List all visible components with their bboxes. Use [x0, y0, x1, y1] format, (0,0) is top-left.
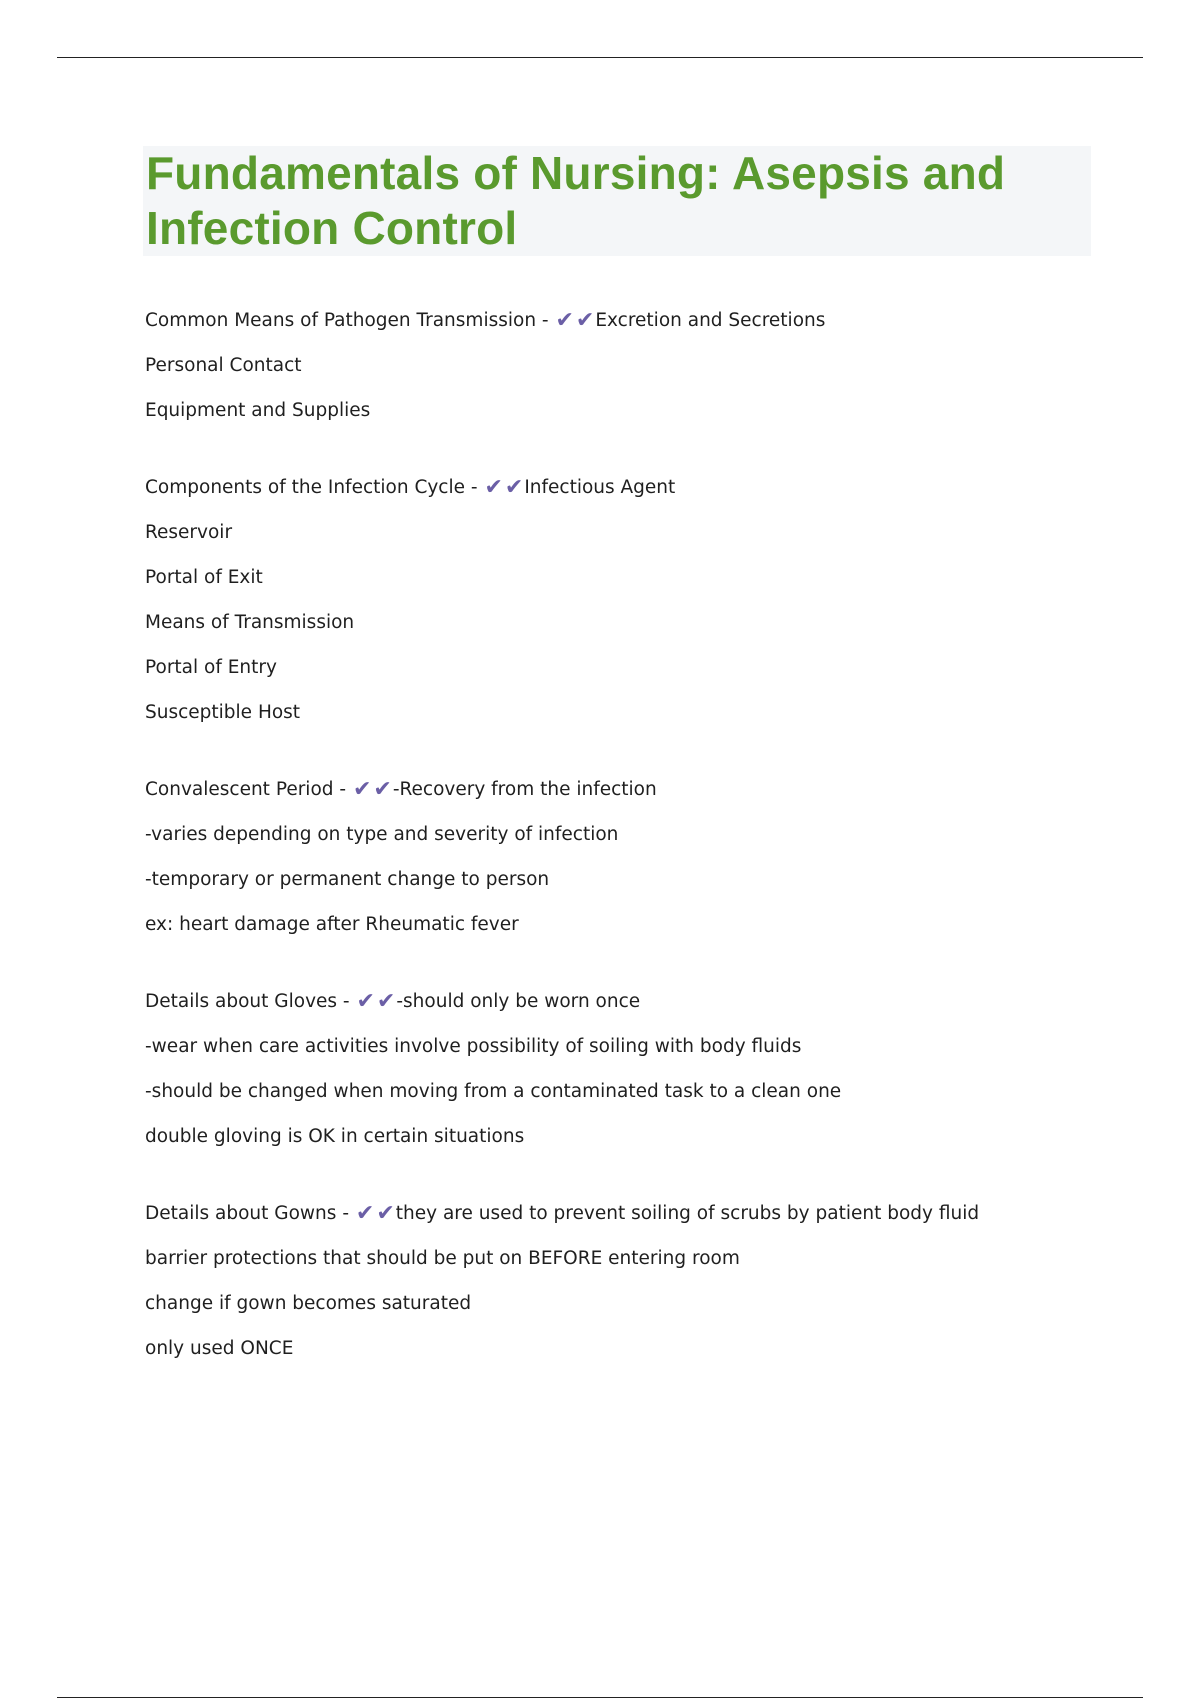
- definition-line: -varies depending on type and severity of infection: [145, 824, 619, 845]
- definition-first-line: Infectious Agent: [524, 477, 676, 498]
- term: Details about Gowns: [145, 1203, 337, 1224]
- document-title: Fundamentals of Nursing: Asepsis and Infection Control: [146, 147, 1006, 254]
- definition-first-line: -should only be worn once: [396, 991, 641, 1012]
- check-icon: ✔: [484, 475, 503, 500]
- definition-line: double gloving is OK in certain situations: [145, 1126, 525, 1147]
- check-icon: ✔: [575, 308, 595, 333]
- definition-line: Portal of Exit: [145, 567, 263, 588]
- term-line: [145, 465, 1085, 510]
- term: Details about Gloves: [145, 991, 338, 1012]
- definition-first-line: they are used to prevent soiling of scrubs by patient body fluid: [395, 1203, 980, 1224]
- top-rule: [57, 57, 1143, 58]
- definition-line: Means of Transmission: [145, 612, 355, 633]
- term-line: [145, 979, 1085, 1024]
- term-line: [145, 298, 1085, 343]
- separator: -: [333, 779, 352, 800]
- separator: -: [536, 310, 555, 331]
- definition-line: ex: heart damage after Rheumatic fever: [145, 914, 519, 935]
- flashcard: [145, 1191, 1085, 1371]
- term-line: [145, 1191, 1085, 1236]
- check-icon: ✔: [356, 989, 375, 1014]
- definition-line: only used ONCE: [145, 1338, 294, 1359]
- separator: -: [465, 477, 484, 498]
- check-icon: ✔: [376, 1201, 395, 1226]
- term: Components of the Infection Cycle: [145, 477, 466, 498]
- flashcard: [145, 298, 1085, 433]
- definition-line: Equipment and Supplies: [145, 400, 371, 421]
- separator: -: [337, 991, 356, 1012]
- definition-line: barrier protections that should be put on BEFORE entering room: [145, 1248, 740, 1269]
- term: Common Means of Pathogen Transmission: [145, 310, 537, 331]
- definition-line: Reservoir: [145, 522, 233, 543]
- definition-line: Susceptible Host: [145, 702, 301, 723]
- term-line: [145, 767, 1085, 812]
- title-banner: [143, 146, 1091, 256]
- definition-line: -should be changed when moving from a contaminated task to a clean one: [145, 1081, 842, 1102]
- check-icon: ✔: [373, 777, 392, 802]
- check-icon: ✔: [352, 777, 372, 802]
- definition-line: Portal of Entry: [145, 657, 277, 678]
- separator: -: [336, 1203, 355, 1224]
- definition-line: Personal Contact: [145, 355, 302, 376]
- check-icon: ✔: [376, 989, 396, 1014]
- definition-line: -wear when care activities involve possibility of soiling with body fluids: [145, 1036, 802, 1057]
- definition-line: -temporary or permanent change to person: [145, 869, 550, 890]
- flashcard-list: [145, 298, 1085, 1403]
- bottom-rule: [57, 1697, 1143, 1698]
- check-icon: ✔: [355, 1201, 375, 1226]
- definition-first-line: Excretion and Secretions: [595, 310, 826, 331]
- check-icon: ✔: [555, 308, 574, 333]
- definition-line: change if gown becomes saturated: [145, 1293, 472, 1314]
- flashcard: [145, 465, 1085, 735]
- check-icon: ✔: [504, 475, 524, 500]
- flashcard: [145, 767, 1085, 947]
- flashcard: [145, 979, 1085, 1159]
- definition-first-line: -Recovery from the infection: [392, 779, 657, 800]
- term: Convalescent Period: [145, 779, 334, 800]
